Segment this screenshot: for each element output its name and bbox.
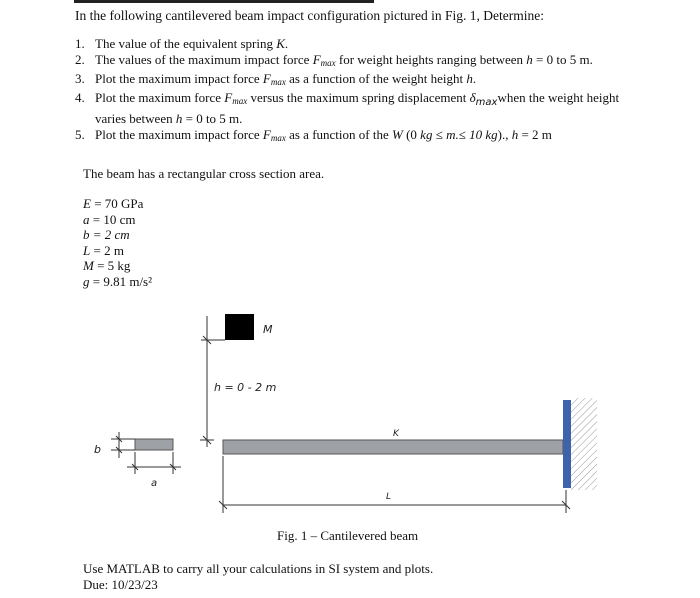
task-item: 4. Plot the maximum force $F_{max}$ versus the maximum spring displacement $\delta_{max}when$ the weight height varies between h = 0 to 5 m. [75,90,620,126]
b-label: b [94,443,101,456]
cross-section [135,439,173,450]
param-a: a = 10 cm [83,211,136,227]
task-item: 5. Plot the maximum impact force $F_{max}$ as a function of the W (0 kg ≤ m.≤ 10 kg)., h = 2 m [75,127,552,143]
instructions: Use MATLAB to carry all your calculations in SI system and plots. [83,561,434,576]
param-E: E = 70 GPa [83,196,144,211]
task-item: 2. The values of the maximum impact force $F_{max}$ for weight heights ranging between h = 0 to 5 m. [75,52,593,68]
height-label: h = 0 - 2 m [214,381,277,394]
mass-block [225,314,254,340]
param-L: L = 2 m [83,242,124,258]
due-date: Due: 10/23/23 [83,577,158,592]
spring-label: K [393,429,399,439]
cross-section-dimensions [111,432,181,474]
a-label: a [151,478,158,489]
length-dimension [219,456,570,513]
footer [83,561,433,593]
beam [223,440,563,454]
figure-caption: Fig. 1 – Cantilevered beam [277,528,419,543]
task-item: 1. The value of the equivalent spring K. [75,36,289,51]
param-g: g = 9.81 m/s² [83,273,153,289]
intro-text: In the following cantilevered beam impact configuration pictured in Fig. 1, Determine: [75,8,544,23]
fixed-wall [563,400,571,488]
task-item: 3. Plot the maximum impact force $F_{max}$ as a function of the weight height h. [75,71,477,87]
wall-hatching [571,398,597,490]
param-b: b = 2 cm [83,227,130,242]
param-M: M = 5 kg [83,258,131,273]
mass-label: M [263,323,273,336]
cross-section-note: The beam has a rectangular cross section area. [83,166,325,181]
length-label: L [386,492,392,502]
